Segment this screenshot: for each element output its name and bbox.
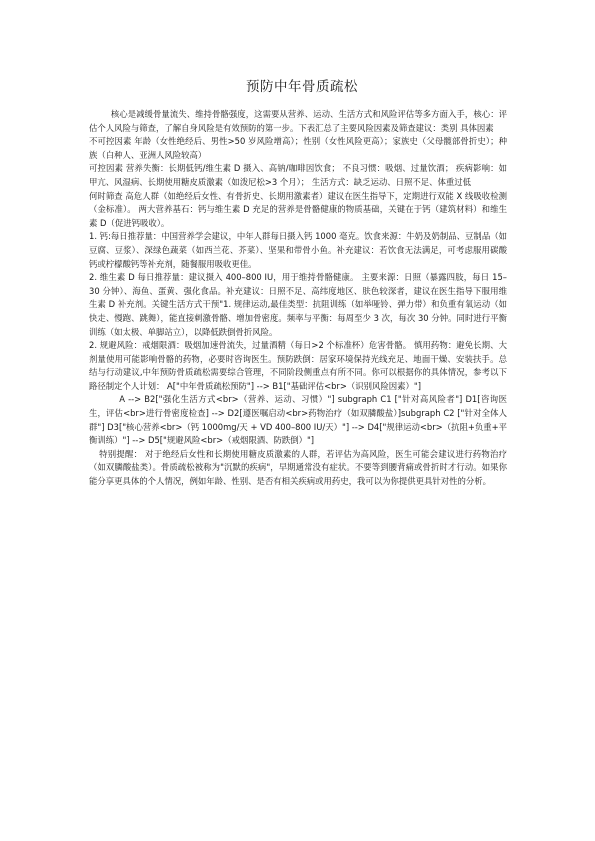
paragraph-uncontrollable-factors: 不可控因素 年龄（女性绝经后、男性>50 岁风险增高）；性别（女性风险更高）；家族史（父母髋部骨折史）；种族（白种人、亚洲人风险较高） bbox=[89, 136, 507, 160]
paragraph-calcium: 1. 钙:每日推荐量：中国营养学会建议，中年人群每日摄入钙 1000 毫克。饮食来源：牛奶及奶制品、豆制品（如豆腐、豆浆）、深绿色蔬菜（如西兰花、芥菜）、坚果和带骨小鱼。补充建议：若饮食无法满足，可考虑服用碳酸钙或柠檬酸钙等补充剂，随餐服用吸收更佳。 bbox=[89, 231, 507, 269]
paragraph-special-reminder: 特别提醒： 对于绝经后女性和长期使用糖皮质激素的人群，若评估为高风险，医生可能会建议进行药物治疗（如双膦酸盐类）。骨质疏松被称为"沉默的疾病"，早期通常没有症状。不要等到腰背痛或骨折时才行动。如果你能分享更具体的个人情况，例如年龄、性别、是否有相关疾病或用药史，我可以为你提供更具针对性的分析。 bbox=[89, 448, 507, 487]
paragraph-controllable-factors: 可控因素 营养失衡：长期低钙/维生素 D 摄入、高钠/咖啡因饮食； 不良习惯：吸烟、过量饮酒； 疾病影响：如甲亢、风湿病、长期使用糖皮质激素（如泼尼松>3 个月）； 生活方式：缺乏运动、日照不足、体重过低 bbox=[89, 163, 507, 187]
paragraph-avoid-risks: 2. 规避风险：戒烟限酒：吸烟加速骨流失，过量酒精（每日>2 个标准杯）危害骨骼。 慎用药物：避免长期、大剂量使用可能影响骨骼的药物，必要时咨询医生。预防跌倒：居家环境保持光线充足、地面干燥、安装扶手。总结与行动建议,中年预防骨质疏松需要综合管理，不同阶段侧重点有所不同。你可以根据你的具体情况，参考以下路径制定个人计划： A["中年骨质疏松预防"] --> B1["基础评估<br>（识别风险因素）"] bbox=[89, 340, 507, 391]
document-title: 预防中年骨质疏松 bbox=[246, 79, 358, 95]
paragraph-vitamin-d: 2. 维生素 D 每日推荐量：建议摄入 400–800 IU，用于维持骨骼健康。 主要来源：日照（暴露四肢，每日 15–30 分钟）、海鱼、蛋黄、强化食品。补充建议：日照不足、高纬度地区、肤色较深者，建议在医生指导下服用维生素 D 补充剂。关键生活方式干预"1. 规律运动,最佳类型：抗阻训练（如举哑铃、弹力带）和负重有氧运动（如快走、慢跑、跳舞），能直接刺激骨骼、增加骨密度。频率与平衡：每周至少 3 次，每次 30 分钟。同时进行平衡训练（如太极、单脚站立），以降低跌倒骨折风险。 bbox=[89, 272, 507, 337]
paragraph-flowchart: A --> B2["强化生活方式<br>（营养、运动、习惯）"] subgraph C1 ["针对高风险者"] D1[咨询医生，评估<br>进行骨密度检查] --> D2[遵医嘱启动<br>药物治疗（如双膦酸盐）]subgraph C2 ["针对全体人群"] D3["核心营养<br>（钙 1000mg/天 + VD 400–800 IU/天）"] --> D4["规律运动<br>（抗阻+负重+平衡训练）"] --> D5["规避风险<br>（戒烟限酒、防跌倒）"] bbox=[89, 394, 507, 446]
document-body bbox=[89, 108, 507, 489]
paragraph-screening: 何时筛查 高危人群（如绝经后女性、有骨折史、长期用激素者）建议在医生指导下，定期进行双能 X 线吸收检测（金标准）。 两大营养基石：钙与维生素 D 充足的营养是骨骼健康的物质基础，关键在于钙（建筑材料）和维生素 D（促进钙吸收）。 bbox=[89, 190, 507, 228]
paragraph-intro: 核心是减缓骨量流失、维持骨骼强度，这需要从营养、运动、生活方式和风险评估等多方面入手，核心：评估个人风险与筛查，了解自身风险是有效预防的第一步。下表汇总了主要风险因素及筛查建议：类别 具体因素 bbox=[89, 109, 507, 133]
